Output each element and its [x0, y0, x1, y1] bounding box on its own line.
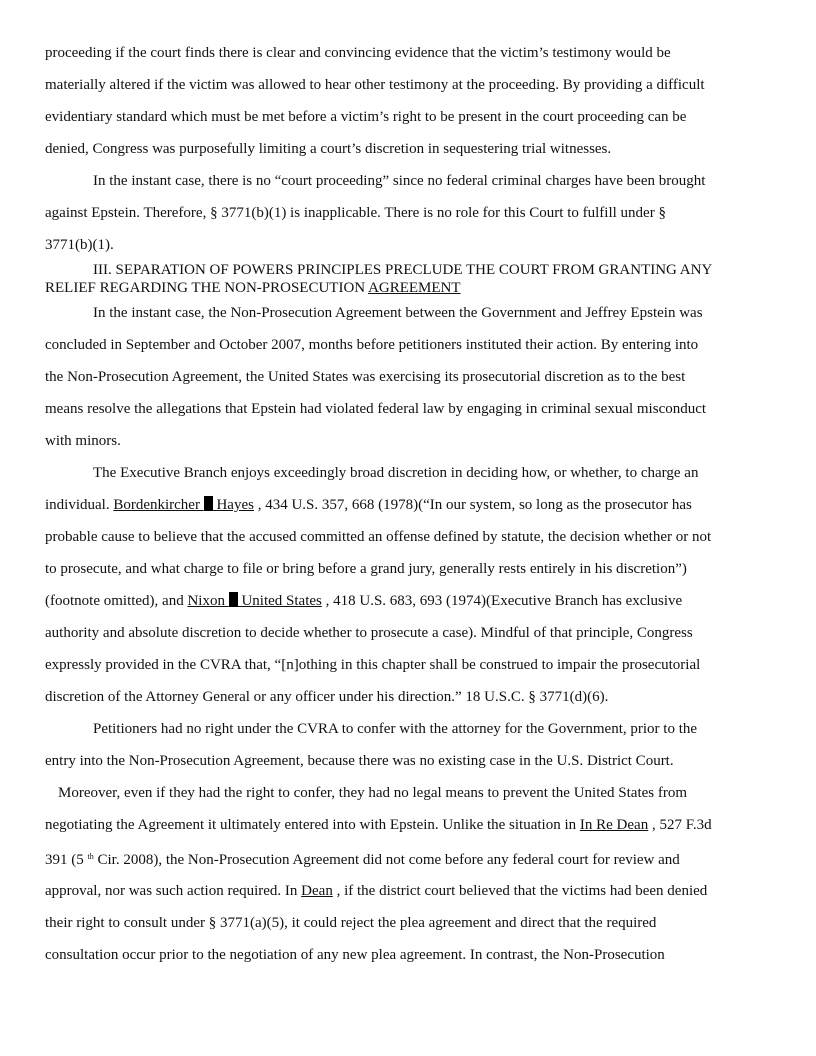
text-run: negotiating the Agreement it ultimately entered into with Epstein. Unlike the situation in: [45, 817, 580, 833]
text-line: to prosecute, and what charge to file or bring before a grand jury, generally rests entirely in his discretion”): [45, 561, 687, 577]
heading-underlined-word: AGREEMENT: [368, 280, 461, 296]
text-run: , 418 U.S. 683, 693 (1974)(Executive Branch has exclusive: [321, 593, 683, 609]
text-line: probable cause to believe that the accused committed an offense defined by statute, the decision whether or not: [45, 529, 712, 545]
text-line: 3771(b)(1).: [45, 237, 114, 253]
redaction-block: [204, 496, 213, 511]
text-line: [45, 848, 680, 869]
text-line: evidentiary standard which must be met before a victim’s right to be present in the court proceeding can be: [45, 109, 687, 125]
text-line: Petitioners had no right under the CVRA to confer with the attorney for the Government, prior to the: [93, 721, 698, 737]
text-line: means resolve the allegations that Epstein had violated federal law by engaging in criminal sexual misconduct: [45, 401, 707, 417]
heading-text: RELIEF REGARDING THE NON-PROSECUTION: [45, 280, 369, 296]
text-line: the Non-Prosecution Agreement, the United States was exercising its prosecutorial discretion as to the best: [45, 369, 686, 385]
redaction-block: [229, 592, 238, 607]
section-heading: III. SEPARATION OF POWERS PRINCIPLES PRECLUDE THE COURT FROM GRANTING ANY: [93, 262, 713, 278]
text-line: their right to consult under § 3771(a)(5), it could reject the plea agreement and direct that the required: [45, 915, 657, 931]
text-line: concluded in September and October 2007, months before petitioners instituted their action. By entering into: [45, 337, 699, 353]
case-name: Nixon: [187, 593, 229, 609]
text-line: materially altered if the victim was allowed to hear other testimony at the proceeding. By providing a difficult: [45, 77, 705, 93]
text-line: Moreover, even if they had the right to confer, they had no legal means to prevent the United States from: [58, 785, 688, 801]
text-line: consultation occur prior to the negotiation of any new plea agreement. In contrast, the Non-Prosecution: [45, 947, 665, 963]
case-name: Hayes: [212, 497, 254, 513]
text-line: In the instant case, there is no “court proceeding” since no federal criminal charges have been brought: [93, 173, 706, 189]
text-line: entry into the Non-Prosecution Agreement, because there was no existing case in the U.S. District Court.: [45, 753, 674, 769]
text-run: , 527 F.3d: [648, 817, 712, 833]
text-run: (footnote omitted), and: [45, 593, 188, 609]
text-line: against Epstein. Therefore, § 3771(b)(1) is inapplicable. There is no role for this Court to fulfill under §: [45, 205, 666, 221]
text-line: denied, Congress was purposefully limiting a court’s discretion in sequestering trial witnesses.: [45, 141, 612, 157]
text-run: Cir. 2008), the Non-Prosecution Agreement did not come before any federal court for review and: [93, 852, 680, 868]
text-line: proceeding if the court finds there is clear and convincing evidence that the victim’s testimony would be: [45, 45, 671, 61]
case-citation: [187, 593, 321, 609]
text-line: [45, 816, 712, 834]
text-line: with minors.: [45, 433, 121, 449]
text-line: discretion of the Attorney General or any officer under his direction.” 18 U.S.C. § 3771(d)(6).: [45, 689, 609, 705]
text-line: [45, 882, 707, 900]
text-line: expressly provided in the CVRA that, “[n]othing in this chapter shall be construed to impair the prosecutorial: [45, 657, 701, 673]
case-name: Bordenkircher: [113, 497, 204, 513]
case-citation: In Re Dean: [579, 817, 649, 833]
section-heading-continued: [45, 279, 461, 297]
text-run: , 434 U.S. 357, 668 (1978)(“In our system, so long as the prosecutor has: [253, 497, 692, 513]
text-run: , if the district court believed that the victims had been denied: [332, 883, 708, 899]
text-line: authority and absolute discretion to decide whether to prosecute a case). Mindful of that principle, Congress: [45, 625, 693, 641]
text-run: 391 (5: [45, 852, 88, 868]
text-line: [45, 592, 682, 610]
text-run: individual.: [45, 497, 114, 513]
text-line: [45, 496, 692, 514]
text-line: In the instant case, the Non-Prosecution Agreement between the Government and Jeffrey Epstein was: [93, 305, 703, 321]
case-name: United States: [237, 593, 322, 609]
ordinal-superscript: th: [87, 852, 94, 861]
text-run: approval, nor was such action required. In: [45, 883, 302, 899]
text-line: The Executive Branch enjoys exceedingly broad discretion in deciding how, or whether, to charge an: [93, 465, 699, 481]
case-citation: [113, 497, 254, 513]
case-citation: Dean: [301, 883, 333, 899]
